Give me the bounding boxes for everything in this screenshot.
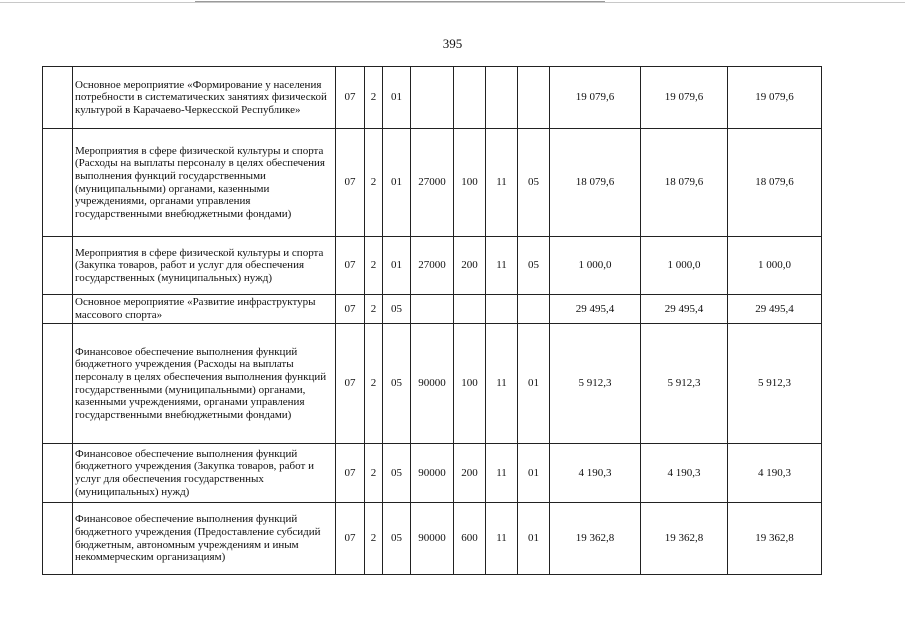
amount-year-1: 19 362,8: [550, 503, 641, 575]
amount-year-2: 19 079,6: [641, 67, 728, 129]
table-row: [43, 67, 822, 129]
measure-code: 01: [383, 237, 411, 295]
row-index-cell: [43, 129, 73, 237]
subdivision-code: 05: [518, 237, 550, 295]
section-code: 07: [336, 324, 365, 444]
expense-type-code: 200: [454, 237, 486, 295]
row-name: Финансовое обеспечение выполнения функций бюджетного учреждения (Расходы на выплаты персоналу в целях обеспечения выполнения функций государственными (муниципальными) органами, казенными учреждениями, органами управления государственными внебюджетными фондами): [73, 324, 336, 444]
expense-type-code: [454, 295, 486, 324]
table-row: [43, 129, 822, 237]
direction-code: 90000: [411, 324, 454, 444]
direction-code: 90000: [411, 444, 454, 503]
budget-table: [42, 66, 822, 575]
amount-year-2: 4 190,3: [641, 444, 728, 503]
section-code: 07: [336, 237, 365, 295]
program-code: 2: [365, 295, 383, 324]
subdivision-code: 01: [518, 324, 550, 444]
top-page-edge: [0, 2, 905, 3]
direction-code: [411, 295, 454, 324]
amount-year-1: 19 079,6: [550, 67, 641, 129]
amount-year-3: 5 912,3: [728, 324, 822, 444]
measure-code: 05: [383, 444, 411, 503]
division-code: 11: [486, 444, 518, 503]
amount-year-1: 1 000,0: [550, 237, 641, 295]
table-row: [43, 295, 822, 324]
subdivision-code: 01: [518, 503, 550, 575]
program-code: 2: [365, 503, 383, 575]
subdivision-code: [518, 67, 550, 129]
row-index-cell: [43, 444, 73, 503]
amount-year-2: 18 079,6: [641, 129, 728, 237]
amount-year-3: 1 000,0: [728, 237, 822, 295]
division-code: 11: [486, 324, 518, 444]
program-code: 2: [365, 444, 383, 503]
amount-year-3: 29 495,4: [728, 295, 822, 324]
expense-type-code: [454, 67, 486, 129]
amount-year-3: 18 079,6: [728, 129, 822, 237]
subdivision-code: 01: [518, 444, 550, 503]
expense-type-code: 600: [454, 503, 486, 575]
expense-type-code: 200: [454, 444, 486, 503]
row-name: Основное мероприятие «Формирование у населения потребности в систематических занятиях физической культурой в Карачаево-Черкесской Республике»: [73, 67, 336, 129]
division-code: [486, 295, 518, 324]
row-index-cell: [43, 67, 73, 129]
table-row: [43, 237, 822, 295]
amount-year-1: 5 912,3: [550, 324, 641, 444]
row-name: Финансовое обеспечение выполнения функций бюджетного учреждения (Предоставление субсидий бюджетным, автономным учреждениям и иным некоммерческим организациям): [73, 503, 336, 575]
measure-code: 01: [383, 67, 411, 129]
division-code: 11: [486, 237, 518, 295]
direction-code: [411, 67, 454, 129]
section-code: 07: [336, 295, 365, 324]
subdivision-code: [518, 295, 550, 324]
measure-code: 05: [383, 324, 411, 444]
direction-code: 27000: [411, 237, 454, 295]
row-name: Мероприятия в сфере физической культуры и спорта (Расходы на выплаты персоналу в целях обеспечения выполнения функций государственными (муниципальными) органами, казенными учреждениями, органами управления государственными внебюджетными фондами): [73, 129, 336, 237]
row-name: Финансовое обеспечение выполнения функций бюджетного учреждения (Закупка товаров, работ и услуг для обеспечения государственных (муниципальных) нужд): [73, 444, 336, 503]
row-index-cell: [43, 324, 73, 444]
row-index-cell: [43, 295, 73, 324]
table-row: [43, 444, 822, 503]
amount-year-1: 29 495,4: [550, 295, 641, 324]
row-name: Мероприятия в сфере физической культуры и спорта (Закупка товаров, работ и услуг для обеспечения государственных (муниципальных) нужд): [73, 237, 336, 295]
amount-year-2: 19 362,8: [641, 503, 728, 575]
section-code: 07: [336, 67, 365, 129]
expense-type-code: 100: [454, 129, 486, 237]
division-code: 11: [486, 129, 518, 237]
program-code: 2: [365, 67, 383, 129]
program-code: 2: [365, 129, 383, 237]
subdivision-code: 05: [518, 129, 550, 237]
table-row: [43, 503, 822, 575]
page-number: 395: [442, 36, 463, 51]
amount-year-2: 29 495,4: [641, 295, 728, 324]
table-row: [43, 324, 822, 444]
amount-year-3: 19 362,8: [728, 503, 822, 575]
division-code: [486, 67, 518, 129]
section-code: 07: [336, 444, 365, 503]
direction-code: 90000: [411, 503, 454, 575]
amount-year-1: 18 079,6: [550, 129, 641, 237]
amount-year-3: 4 190,3: [728, 444, 822, 503]
program-code: 2: [365, 324, 383, 444]
row-index-cell: [43, 503, 73, 575]
top-scan-line: [195, 1, 605, 2]
amount-year-2: 1 000,0: [641, 237, 728, 295]
measure-code: 05: [383, 295, 411, 324]
program-code: 2: [365, 237, 383, 295]
amount-year-3: 19 079,6: [728, 67, 822, 129]
amount-year-2: 5 912,3: [641, 324, 728, 444]
division-code: 11: [486, 503, 518, 575]
expense-type-code: 100: [454, 324, 486, 444]
section-code: 07: [336, 503, 365, 575]
measure-code: 01: [383, 129, 411, 237]
amount-year-1: 4 190,3: [550, 444, 641, 503]
measure-code: 05: [383, 503, 411, 575]
row-name: Основное мероприятие «Развитие инфраструктуры массового спорта»: [73, 295, 336, 324]
row-index-cell: [43, 237, 73, 295]
section-code: 07: [336, 129, 365, 237]
direction-code: 27000: [411, 129, 454, 237]
